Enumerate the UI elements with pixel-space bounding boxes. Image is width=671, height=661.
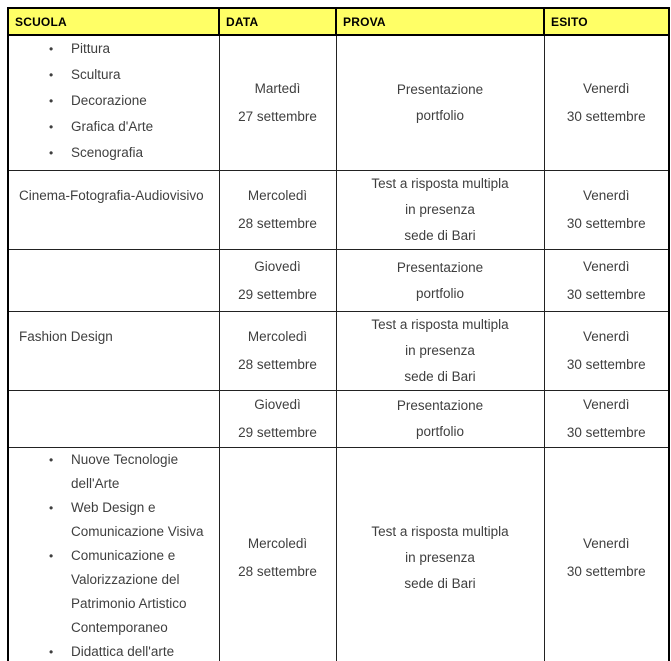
bullet-item: • Didattica dell'arte — [71, 640, 211, 661]
data-cell — [219, 35, 336, 171]
exam-line: Test a risposta multipla — [371, 176, 509, 191]
table-body — [8, 35, 669, 661]
esito-cell — [544, 391, 669, 448]
school-bullet-list — [19, 448, 211, 661]
exam-line: Presentazione — [396, 259, 484, 275]
result-line: Venerdì — [582, 81, 630, 96]
date-line: 29 settembre — [238, 425, 317, 440]
date-line: 27 settembre — [238, 109, 317, 124]
school-name: Cinema-Fotografia-Audiovisivo — [19, 188, 204, 203]
data-cell — [219, 391, 336, 448]
exam-line: in presenza — [405, 550, 475, 565]
table-row — [8, 171, 669, 250]
bullet-item: • Comunicazione e Valorizzazione del Patrimonio Artistico Contemporaneo — [71, 544, 211, 640]
esito-cell — [544, 448, 669, 661]
result-line: 30 settembre — [566, 286, 646, 302]
scuola-cell — [8, 250, 219, 312]
prova-cell — [336, 391, 544, 448]
scuola-cell — [8, 391, 219, 448]
result-line: 30 settembre — [566, 564, 646, 579]
result-line: 30 settembre — [566, 216, 646, 231]
result-line: Venerdì — [582, 188, 630, 203]
table-row — [8, 391, 669, 448]
table-row — [8, 448, 669, 661]
date-line: Mercoledì — [247, 536, 308, 551]
prova-cell — [336, 35, 544, 171]
result-line: 30 settembre — [566, 109, 646, 124]
bullet-item: • Decorazione — [71, 88, 211, 114]
table-row — [8, 35, 669, 171]
date-line: 28 settembre — [238, 357, 317, 372]
esito-cell — [544, 312, 669, 391]
result-line: Venerdì — [582, 258, 630, 274]
prova-cell — [336, 250, 544, 312]
exam-line: sede di Bari — [404, 576, 476, 591]
esito-cell — [544, 171, 669, 250]
exam-line: Test a risposta multipla — [371, 317, 509, 332]
exam-line: sede di Bari — [404, 228, 476, 243]
esito-cell — [544, 35, 669, 171]
scuola-cell — [8, 171, 219, 250]
data-cell — [219, 312, 336, 391]
column-header-esito: ESITO — [544, 8, 669, 35]
bullet-item: • Nuove Tecnologie dell'Arte — [71, 448, 211, 496]
exam-line: portfolio — [415, 424, 465, 439]
data-cell — [219, 448, 336, 661]
date-line: Giovedì — [254, 258, 301, 274]
column-header-scuola: SCUOLA — [8, 8, 219, 35]
result-line: 30 settembre — [566, 425, 646, 440]
table-row — [8, 250, 669, 312]
bullet-item: • Pittura — [71, 36, 211, 62]
exam-line: portfolio — [415, 285, 465, 301]
date-line: Martedì — [254, 81, 301, 96]
bullet-item: • Web Design e Comunicazione Visiva — [71, 496, 211, 544]
data-cell — [219, 250, 336, 312]
date-line: 28 settembre — [238, 564, 317, 579]
table-row — [8, 312, 669, 391]
table-header — [8, 8, 669, 35]
scuola-cell — [8, 35, 219, 171]
bullet-item: • Scultura — [71, 62, 211, 88]
column-header-data: DATA — [219, 8, 336, 35]
bullet-item: • Scenografia — [71, 140, 211, 166]
scuola-cell — [8, 448, 219, 661]
prova-cell — [336, 171, 544, 250]
exam-line: Presentazione — [396, 398, 484, 413]
result-line: 30 settembre — [566, 357, 646, 372]
result-line: Venerdì — [582, 329, 630, 344]
date-line: 28 settembre — [238, 216, 317, 231]
column-header-prova: PROVA — [336, 8, 544, 35]
exam-line: in presenza — [405, 202, 475, 217]
prova-cell — [336, 448, 544, 661]
exam-line: sede di Bari — [404, 369, 476, 384]
school-name: Fashion Design — [19, 329, 113, 344]
date-line: Mercoledì — [247, 329, 308, 344]
date-line: 29 settembre — [238, 286, 317, 302]
school-bullet-list — [19, 36, 211, 166]
bullet-item: • Grafica d'Arte — [71, 114, 211, 140]
data-cell — [219, 171, 336, 250]
scuola-cell — [8, 312, 219, 391]
result-line: Venerdì — [582, 536, 630, 551]
date-line: Mercoledì — [247, 188, 308, 203]
date-line: Giovedì — [254, 397, 301, 412]
exam-line: in presenza — [405, 343, 475, 358]
prova-cell — [336, 312, 544, 391]
exam-line: Test a risposta multipla — [371, 524, 509, 539]
exam-line: Presentazione — [396, 82, 484, 97]
header-row — [8, 8, 669, 35]
esito-cell — [544, 250, 669, 312]
result-line: Venerdì — [582, 397, 630, 412]
exam-line: portfolio — [415, 108, 465, 123]
exam-schedule-table — [7, 7, 670, 661]
